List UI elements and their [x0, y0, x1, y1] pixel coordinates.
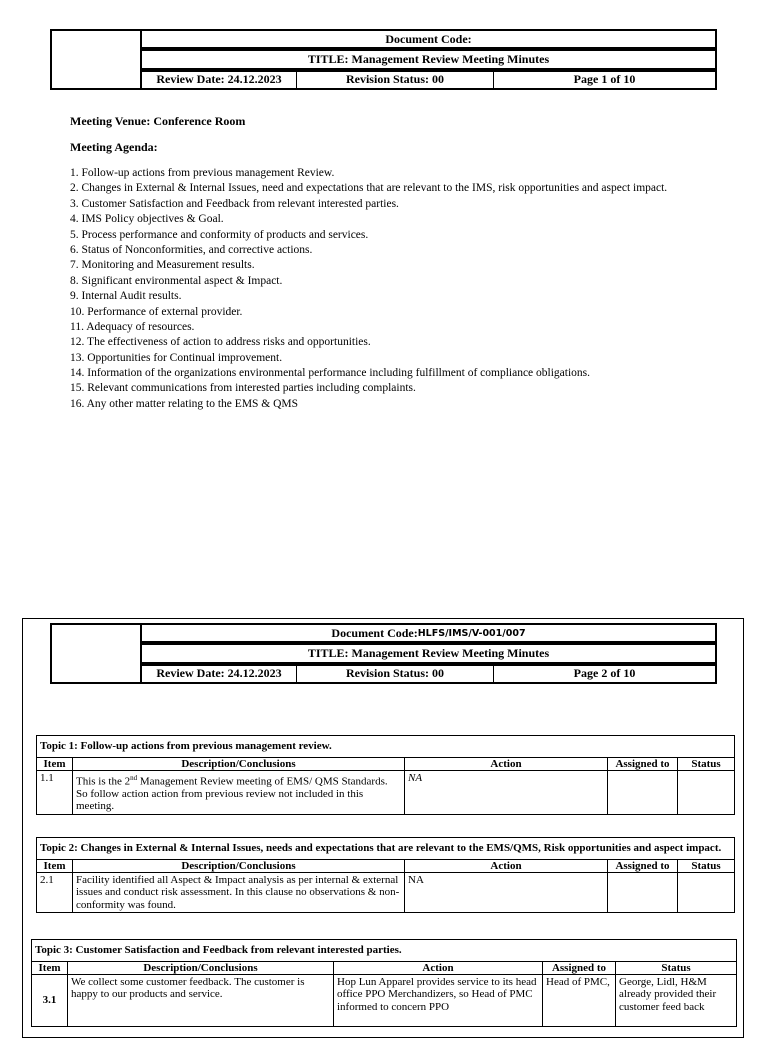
description: This is the 2nd Management Review meeting of EMS/ QMS Standards. So follow action action from previous review not included in this meeting.	[73, 770, 405, 814]
page-number: Page 2 of 10	[573, 666, 636, 681]
topic-3-title: Topic 3: Customer Satisfaction and Feedback from relevant interested parties.	[32, 940, 737, 962]
col-status: Status	[616, 961, 737, 974]
col-action: Action	[334, 961, 543, 974]
review-date: Review Date: 24.12.2023	[142, 72, 297, 88]
meeting-venue: Meeting Venue: Conference Room	[70, 114, 246, 128]
agenda-item: 5. Process performance and conformity of products and services.	[70, 228, 369, 241]
col-item: Item	[32, 961, 68, 974]
description: Facility identified all Aspect & Impact analysis as per internal & external issues and conduct risk assessment. In this clause no observations & non-conformity was found.	[73, 872, 405, 913]
col-item: Item	[37, 859, 73, 872]
page2-header	[50, 623, 717, 684]
assigned-to: Head of PMC,	[543, 974, 616, 1026]
table-row	[37, 770, 735, 814]
agenda-item: 8. Significant environmental aspect & Impact.	[70, 274, 283, 287]
table-row	[32, 974, 737, 1026]
status	[678, 872, 735, 913]
item-number: 1.1	[37, 770, 73, 814]
agenda-item: 14. Information of the organizations environmental performance including fulfillment of compliance obligations.	[70, 367, 591, 380]
action: Hop Lun Apparel provides service to its head office PPO Merchandizers, so Head of PMC informed to concern PPO	[334, 974, 543, 1026]
assigned-to	[608, 872, 678, 913]
item-number: 2.1	[37, 872, 73, 913]
agenda-heading: Meeting Agenda:	[70, 140, 158, 154]
topic-2-table	[36, 837, 735, 913]
page-number: Page 1 of 10	[573, 72, 636, 87]
col-action: Action	[405, 757, 608, 770]
agenda-item: 6. Status of Nonconformities, and corrective actions.	[70, 243, 313, 256]
review-date: Review Date: 24.12.2023	[142, 666, 297, 682]
agenda-item: 15. Relevant communications from interested parties including complaints.	[70, 382, 416, 395]
col-assigned: Assigned to	[543, 961, 616, 974]
assigned-to	[608, 770, 678, 814]
action: NA	[405, 872, 608, 913]
doc-title: TITLE: Management Review Meeting Minutes	[142, 643, 715, 663]
table-row	[37, 872, 735, 913]
topic-2-title: Topic 2: Changes in External & Internal Issues, needs and expectations that are relevant to the EMS/QMS, Risk opportunities and aspect impact.	[37, 838, 735, 860]
agenda-item: 1. Follow-up actions from previous management Review.	[70, 167, 335, 179]
status: George, Lidl, H&M already provided their customer feed back	[616, 974, 737, 1026]
topic-1-table	[36, 735, 735, 815]
agenda-item: 9. Internal Audit results.	[70, 290, 182, 303]
agenda-item: 7. Monitoring and Measurement results.	[70, 259, 255, 272]
agenda-item: 3. Customer Satisfaction and Feedback from relevant interested parties.	[70, 197, 399, 210]
logo-placeholder	[52, 625, 142, 682]
topic-3-table	[31, 939, 737, 1027]
logo-placeholder	[52, 31, 142, 88]
page-2	[22, 618, 744, 1038]
agenda-item: 10. Performance of external provider.	[70, 305, 243, 318]
col-assigned: Assigned to	[608, 859, 678, 872]
col-action: Action	[405, 859, 608, 872]
agenda-item: 11. Adequacy of resources.	[70, 320, 195, 333]
col-item: Item	[37, 757, 73, 770]
topic-1-title: Topic 1: Follow-up actions from previous management review.	[37, 736, 735, 758]
col-description: Description/Conclusions	[73, 757, 405, 770]
col-status: Status	[678, 859, 735, 872]
doc-code-value: HLFS/IMS/V-001/007	[417, 627, 526, 639]
agenda-item: 4. IMS Policy objectives & Goal.	[70, 213, 224, 226]
agenda-item: 12. The effectiveness of action to address risks and opportunities.	[70, 336, 371, 349]
agenda-item: 2. Changes in External & Internal Issues, need and expectations that are relevant to the IMS, risk opportunities and aspect impact.	[70, 182, 668, 195]
description: We collect some customer feedback. The customer is happy to our products and service.	[68, 974, 334, 1026]
col-description: Description/Conclusions	[73, 859, 405, 872]
agenda-item: 16. Any other matter relating to the EMS & QMS	[70, 397, 299, 410]
action: NA	[405, 770, 608, 814]
status	[678, 770, 735, 814]
doc-code-label: Document Code:	[331, 625, 418, 640]
agenda-list	[70, 166, 667, 412]
col-description: Description/Conclusions	[68, 961, 334, 974]
revision-status: Revision Status: 00	[297, 666, 494, 682]
col-status: Status	[678, 757, 735, 770]
doc-title: TITLE: Management Review Meeting Minutes	[142, 49, 715, 69]
col-assigned: Assigned to	[608, 757, 678, 770]
revision-status: Revision Status: 00	[297, 72, 494, 88]
doc-code: Document Code:	[142, 31, 715, 49]
doc-code	[142, 625, 715, 643]
agenda-item: 13. Opportunities for Continual improvement.	[70, 351, 283, 364]
page1-header	[50, 29, 717, 90]
item-number: 3.1	[32, 974, 68, 1026]
